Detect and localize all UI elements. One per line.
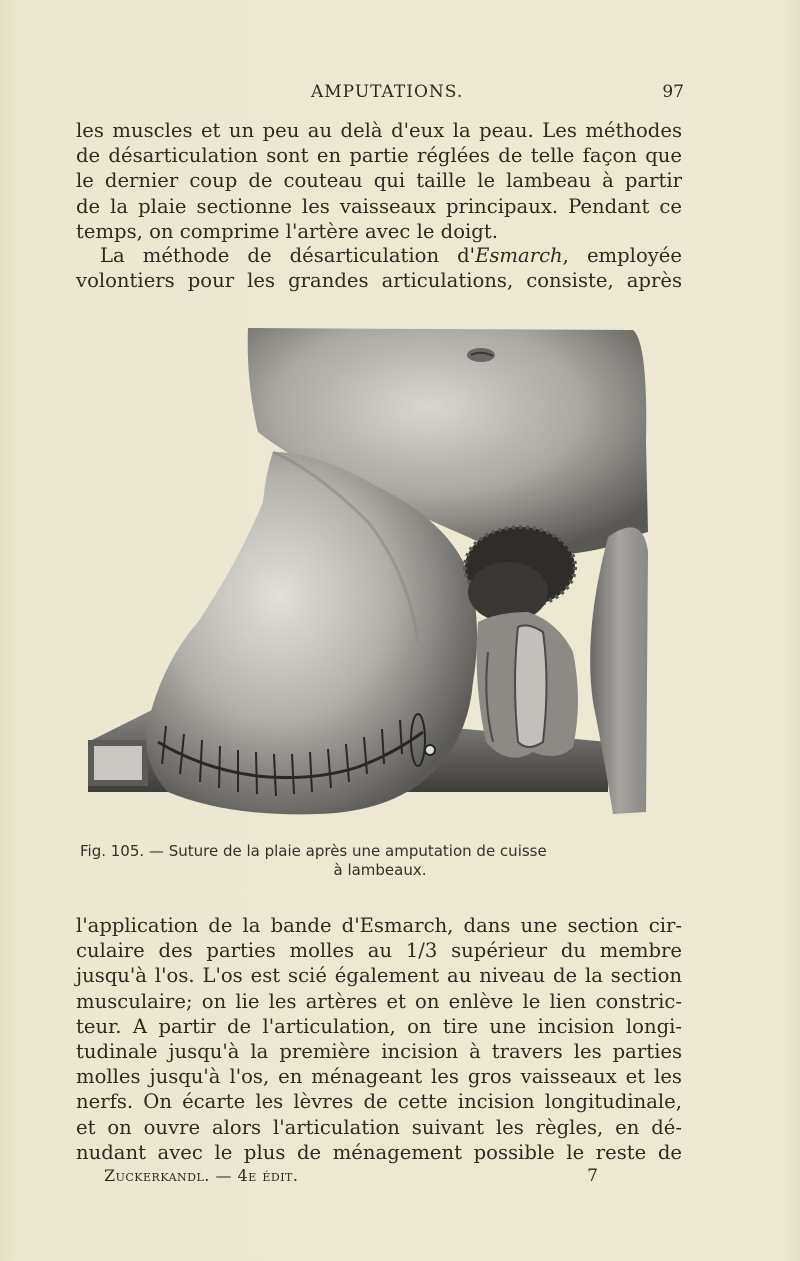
text-fragment: , employée [562,244,682,267]
text-line: musculaire; on lie les artères et on enlève le lien constric- [76,989,682,1013]
text-line: nerfs. On écarte les lèvres de cette incision longitudinale, [76,1090,682,1114]
running-head [76,82,684,106]
figure-caption [80,842,680,880]
text-line: et on ouvre alors l'articulation suivant les règles, en dé- [76,1115,682,1139]
text-line: volontiers pour les grandes articulations, consiste, après [76,269,682,293]
text-line: molles jusqu'à l'os, en ménageant les gros vaisseaux et les [76,1065,682,1089]
text-line: le dernier coup de couteau qui taille le lambeau à partir [76,169,682,193]
paragraph-2 [76,243,682,293]
page-number: 97 [662,82,684,102]
running-title: AMPUTATIONS. [311,82,464,102]
text-line: les muscles et un peu au delà d'eux la peau. Les méthodes [76,119,682,142]
hair-texture [465,527,575,622]
page-footer [104,1166,598,1190]
text-fragment: La méthode de désarticulation d' [100,244,476,267]
footer-author-edition: Zuckerkandl. — 4e édit. [104,1166,299,1185]
text-line: teur. A partir de l'articulation, on tire une incision longi- [76,1014,682,1038]
text-line [76,243,682,268]
text-line: de désarticulation sont en partie réglées de telle façon que [76,144,682,168]
text-line: tudinale jusqu'à la première incision à travers les parties [76,1040,682,1064]
text-line: l'application de la bande d'Esmarch, dans une section cir- [76,914,682,937]
text-line: temps, on comprime l'artère avec le doigt. [76,219,498,243]
amputation-illustration [88,322,656,827]
text-line: de la plaie sectionne les vaisseaux principaux. Pendant ce [76,194,682,218]
paragraph-1 [76,118,682,244]
caption-line: à lambeaux. [333,861,427,879]
text-line: nudant avec le plus de ménagement possible le reste de [76,1140,682,1164]
text-line: jusqu'à l'os. L'os est scié également au niveau de la section [76,964,682,988]
signature-mark: 7 [587,1166,598,1186]
author-name: Esmarch [475,244,563,267]
text-line: culaire des parties molles au 1/3 supérieur du membre [76,939,682,963]
caption-line: Fig. 105. — Suture de la plaie après une amputation de cuisse [80,842,547,860]
figure-illustration [88,322,656,827]
paragraph-3 [76,913,682,1165]
